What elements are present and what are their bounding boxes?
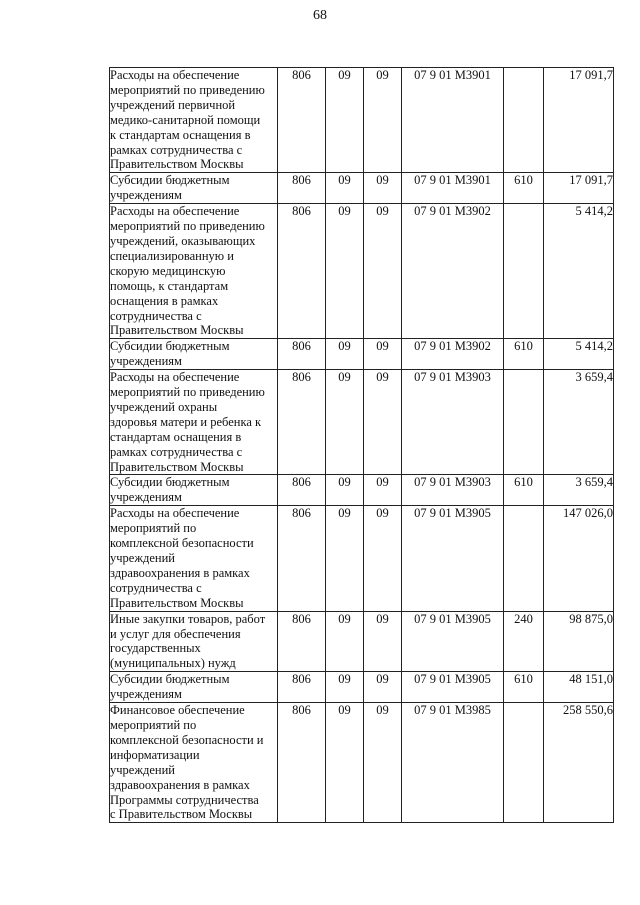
row-name-line: скорую медицинскую (110, 263, 226, 278)
row-name-line: учреждениям (110, 490, 182, 505)
row-ministry-code-cell: 806 (278, 370, 326, 475)
row-name-line: сотрудничества с (110, 580, 202, 595)
row-name-line: мероприятий по приведению (110, 82, 265, 97)
row-subsection-cell: 09 (364, 173, 402, 204)
row-amount-cell: 48 151,0 (544, 672, 614, 703)
row-target-article-cell: 07 9 01 М3905 (402, 611, 504, 672)
row-ministry-code-cell: 806 (278, 339, 326, 370)
row-expense-type-cell: 610 (504, 339, 544, 370)
row-name-line: учреждений охраны (110, 399, 218, 414)
table-row (110, 68, 614, 173)
table-row (110, 339, 614, 370)
row-name-line: Правительством Москвы (110, 459, 244, 474)
row-ministry-code-cell: 806 (278, 173, 326, 204)
row-amount-cell: 98 875,0 (544, 611, 614, 672)
row-name-line: с Правительством Москвы (110, 807, 253, 822)
row-name-line: специализированную и (110, 248, 234, 263)
table-row (110, 611, 614, 672)
row-ministry-code-cell: 806 (278, 68, 326, 173)
row-section-cell: 09 (326, 68, 364, 173)
row-target-article-cell: 07 9 01 М3905 (402, 506, 504, 611)
row-subsection-cell: 09 (364, 370, 402, 475)
row-name-line: и услуг для обеспечения (110, 626, 241, 641)
row-name-line: здравоохранения в рамках (110, 565, 250, 580)
row-amount-cell: 258 550,6 (544, 703, 614, 823)
row-name-cell (110, 339, 278, 370)
row-amount-cell: 3 659,4 (544, 475, 614, 506)
row-section-cell: 09 (326, 204, 364, 339)
row-expense-type-cell (504, 370, 544, 475)
row-name-line: стандартам оснащения в (110, 429, 242, 444)
row-name-line: комплексной безопасности (110, 536, 254, 551)
row-ministry-code-cell: 806 (278, 475, 326, 506)
row-expense-type-cell (504, 506, 544, 611)
table-row (110, 672, 614, 703)
row-name-cell (110, 506, 278, 611)
row-subsection-cell: 09 (364, 68, 402, 173)
row-name-line: информатизации (110, 747, 200, 762)
row-ministry-code-cell: 806 (278, 703, 326, 823)
row-name-line: Расходы на обеспечение (110, 506, 240, 521)
row-ministry-code-cell: 806 (278, 672, 326, 703)
row-section-cell: 09 (326, 339, 364, 370)
row-ministry-code-cell: 806 (278, 611, 326, 672)
row-name-line: учреждений (110, 551, 175, 565)
row-name-line: Расходы на обеспечение (110, 370, 240, 385)
row-expense-type-cell (504, 703, 544, 823)
row-name-line: учреждений, оказывающих (110, 233, 256, 248)
row-subsection-cell: 09 (364, 703, 402, 823)
budget-table (109, 67, 614, 823)
row-name-line: (муниципальных) нужд (110, 656, 236, 671)
row-name-line: мероприятий по (110, 521, 197, 536)
row-name-cell (110, 703, 278, 823)
row-subsection-cell: 09 (364, 506, 402, 611)
row-name-cell (110, 475, 278, 506)
row-subsection-cell: 09 (364, 339, 402, 370)
row-amount-cell: 3 659,4 (544, 370, 614, 475)
row-name-line: рамках сотрудничества с (110, 444, 243, 459)
row-subsection-cell: 09 (364, 475, 402, 506)
row-ministry-code-cell: 806 (278, 204, 326, 339)
row-subsection-cell: 09 (364, 204, 402, 339)
row-name-line: Иные закупки товаров, работ (110, 611, 266, 626)
row-amount-cell: 17 091,7 (544, 173, 614, 204)
row-name-line: оснащения в рамках (110, 293, 219, 308)
table-row (110, 506, 614, 611)
row-section-cell: 09 (326, 672, 364, 703)
row-name-line: учреждений (110, 762, 175, 777)
row-subsection-cell: 09 (364, 611, 402, 672)
row-name-cell (110, 68, 278, 173)
row-name-line: Расходы на обеспечение (110, 68, 240, 82)
page-number: 68 (313, 8, 327, 23)
row-section-cell: 09 (326, 506, 364, 611)
row-amount-cell: 17 091,7 (544, 68, 614, 173)
row-name-line: сотрудничества с (110, 308, 202, 323)
row-name-line: Правительством Москвы (110, 595, 244, 610)
row-section-cell: 09 (326, 370, 364, 475)
row-name-cell (110, 204, 278, 339)
row-subsection-cell: 09 (364, 672, 402, 703)
budget-table-body (110, 68, 614, 823)
row-name-line: учреждениям (110, 188, 182, 203)
row-expense-type-cell: 610 (504, 475, 544, 506)
row-target-article-cell: 07 9 01 М3903 (402, 475, 504, 506)
row-section-cell: 09 (326, 703, 364, 823)
row-name-line: Финансовое обеспечение (110, 703, 245, 718)
row-name-line: Расходы на обеспечение (110, 204, 240, 219)
row-section-cell: 09 (326, 611, 364, 672)
row-target-article-cell: 07 9 01 М3905 (402, 672, 504, 703)
row-target-article-cell: 07 9 01 М3903 (402, 370, 504, 475)
row-name-line: Программы сотрудничества (110, 792, 259, 807)
row-section-cell: 09 (326, 475, 364, 506)
row-target-article-cell: 07 9 01 М3902 (402, 204, 504, 339)
row-name-cell (110, 370, 278, 475)
row-amount-cell: 5 414,2 (544, 204, 614, 339)
row-amount-cell: 5 414,2 (544, 339, 614, 370)
row-name-line: государственных (110, 641, 201, 656)
row-name-cell (110, 611, 278, 672)
row-name-line: комплексной безопасности и (110, 732, 264, 747)
row-name-line: мероприятий по (110, 717, 197, 732)
row-name-line: рамках сотрудничества с (110, 142, 243, 157)
row-ministry-code-cell: 806 (278, 506, 326, 611)
row-target-article-cell: 07 9 01 М3901 (402, 173, 504, 204)
table-row (110, 703, 614, 823)
row-name-line: учреждениям (110, 687, 182, 702)
table-row (110, 173, 614, 204)
row-target-article-cell: 07 9 01 М3901 (402, 68, 504, 173)
row-name-line: здравоохранения в рамках (110, 777, 250, 792)
row-expense-type-cell (504, 204, 544, 339)
row-name-line: учреждениям (110, 354, 182, 369)
row-expense-type-cell: 610 (504, 672, 544, 703)
row-name-line: Правительством Москвы (110, 157, 244, 172)
row-name-cell (110, 672, 278, 703)
row-expense-type-cell (504, 68, 544, 173)
row-name-line: Субсидии бюджетным (110, 173, 230, 188)
row-expense-type-cell: 240 (504, 611, 544, 672)
row-name-cell (110, 173, 278, 204)
row-name-line: Правительством Москвы (110, 323, 244, 338)
row-name-line: Субсидии бюджетным (110, 475, 230, 490)
table-row (110, 370, 614, 475)
row-target-article-cell: 07 9 01 М3985 (402, 703, 504, 823)
row-name-line: Субсидии бюджетным (110, 672, 230, 687)
row-name-line: Субсидии бюджетным (110, 339, 230, 354)
row-amount-cell: 147 026,0 (544, 506, 614, 611)
row-name-line: учреждений первичной (110, 97, 236, 112)
row-name-line: к стандартам оснащения в (110, 127, 251, 142)
row-expense-type-cell: 610 (504, 173, 544, 204)
row-name-line: мероприятий по приведению (110, 219, 265, 234)
row-target-article-cell: 07 9 01 М3902 (402, 339, 504, 370)
table-row (110, 475, 614, 506)
row-name-line: помощь, к стандартам (110, 278, 229, 293)
row-name-line: здоровья матери и ребенка к (110, 414, 262, 429)
row-name-line: мероприятий по приведению (110, 385, 265, 400)
row-section-cell: 09 (326, 173, 364, 204)
row-name-line: медико-санитарной помощи (110, 112, 261, 127)
table-row (110, 204, 614, 339)
